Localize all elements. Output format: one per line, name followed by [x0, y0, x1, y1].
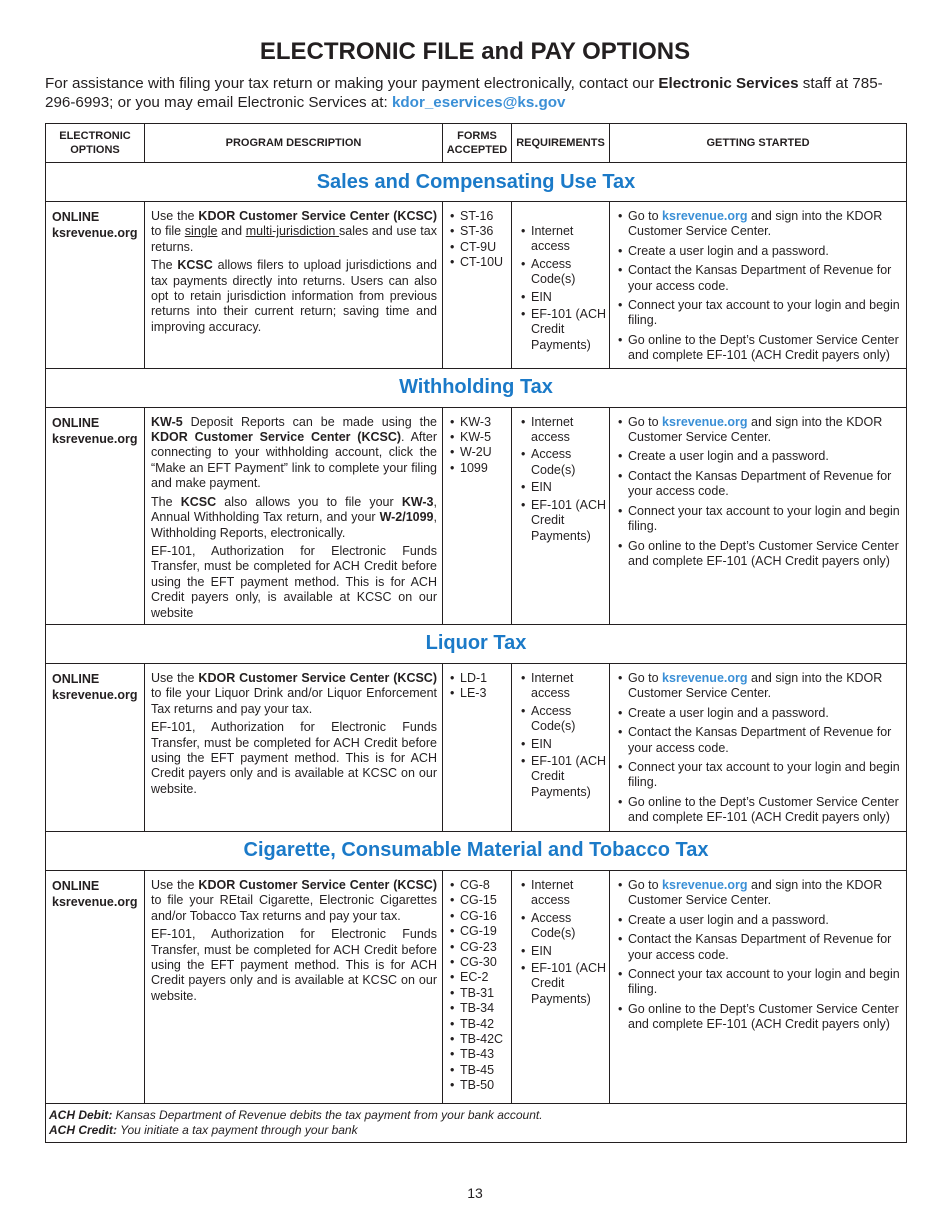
list-item: • Internet access	[520, 671, 609, 702]
header-getting-started: GETTING STARTED	[610, 124, 907, 163]
getting-started-cell	[610, 202, 907, 369]
list-item: • Go online to the Dept’s Customer Service Center and complete EF-101 (ACH Credit payers only)	[617, 1002, 902, 1033]
list-item: • Connect your tax account to your login and begin filing.	[617, 504, 902, 535]
list-item: • EIN	[520, 944, 609, 959]
footnote: ACH Debit: Kansas Department of Revenue debits the tax payment from your bank account. ACH Credit: You initiate a tax payment through your bank	[46, 1103, 907, 1142]
section-title: Liquor Tax	[425, 632, 527, 655]
option-cell: ONLINE ksrevenue.org	[46, 663, 145, 831]
section-header-liquor	[46, 624, 907, 663]
getting-started-cell	[610, 407, 907, 624]
forms-cell	[443, 870, 512, 1103]
list-item: • EIN	[520, 290, 609, 305]
list-item: • Internet access	[520, 878, 609, 909]
forms-cell	[443, 663, 512, 831]
list-item: • Contact the Kansas Department of Revenue for your access code.	[617, 469, 902, 500]
section-header-cigarette	[46, 831, 907, 870]
section-title: Sales and Compensating Use Tax	[316, 170, 636, 193]
requirements-cell	[512, 663, 610, 831]
section-title: Withholding Tax	[399, 376, 553, 399]
table-row	[46, 870, 907, 1103]
list-item: • LE-3	[449, 686, 511, 701]
header-options: ELECTRONIC OPTIONS	[46, 124, 145, 163]
list-item: • TB-50	[449, 1078, 511, 1093]
list-item: • TB-42C	[449, 1032, 511, 1047]
list-item: • CG-16	[449, 909, 511, 924]
requirements-cell	[512, 870, 610, 1103]
option-cell: ONLINE ksrevenue.org	[46, 870, 145, 1103]
header-description: PROGRAM DESCRIPTION	[145, 124, 443, 163]
list-item: • CG-15	[449, 893, 511, 908]
list-item: • EIN	[520, 480, 609, 495]
requirements-cell	[512, 202, 610, 369]
header-forms: FORMS ACCEPTED	[443, 124, 512, 163]
list-item: • Go online to the Dept’s Customer Service Center and complete EF-101 (ACH Credit payers only)	[617, 333, 902, 364]
description-cell: Use the KDOR Customer Service Center (KCSC) to file your REtail Cigarette, Electronic Cigarettes and/or Tobacco Tax returns and pay your tax. EF-101, Authorization for Electronic Funds Transfer, must be completed for ACH Credit before using the EFT payment method. This is for ACH Credit payers only and is available at KCSC on our website.	[145, 870, 443, 1103]
list-item: • CT-9U	[449, 240, 511, 255]
table-row	[46, 407, 907, 624]
list-item: • Go to ksrevenue.org and sign into the KDOR Customer Service Center.	[617, 209, 902, 240]
getting-started-cell	[610, 663, 907, 831]
list-item: • CG-19	[449, 924, 511, 939]
list-item: • Go online to the Dept’s Customer Service Center and complete EF-101 (ACH Credit payers only)	[617, 539, 902, 570]
list-item: • Go to ksrevenue.org and sign into the KDOR Customer Service Center.	[617, 878, 902, 909]
list-item: • Connect your tax account to your login and begin filing.	[617, 760, 902, 791]
list-item: • Go to ksrevenue.org and sign into the KDOR Customer Service Center.	[617, 671, 902, 702]
description-cell: KW-5 Deposit Reports can be made using the KDOR Customer Service Center (KCSC). After connecting to your withholding account, click the “Make an EFT Payment” link to complete your filing and make payment. The KCSC also allows you to file your KW-3, Annual Withholding Tax return, and your W-2/1099, Withholding Reports, electronically. EF-101, Authorization for Electronic Funds Transfer, must be completed for ACH Credit before using the EFT payment method. This is for ACH Credit payers only, is available at KCSC on our website	[145, 407, 443, 624]
list-item: • Access Code(s)	[520, 911, 609, 942]
option-cell: ONLINE ksrevenue.org	[46, 202, 145, 369]
list-item: • TB-45	[449, 1063, 511, 1078]
list-item: • KW-3	[449, 415, 511, 430]
list-item: • Contact the Kansas Department of Revenue for your access code.	[617, 263, 902, 294]
section-header-sales	[46, 163, 907, 202]
header-requirements: REQUIREMENTS	[512, 124, 610, 163]
ksrevenue-link[interactable]: ksrevenue.org	[662, 670, 748, 685]
list-item: • Connect your tax account to your login and begin filing.	[617, 298, 902, 329]
section-title: Cigarette, Consumable Material and Tobacco Tax	[243, 839, 709, 862]
section-header-withholding	[46, 368, 907, 407]
email-link[interactable]: kdor_eservices@ks.gov	[391, 94, 566, 111]
list-item: • TB-34	[449, 1001, 511, 1016]
list-item: • EC-2	[449, 970, 511, 985]
ksrevenue-link[interactable]: ksrevenue.org	[662, 877, 748, 892]
list-item: • EIN	[520, 737, 609, 752]
footnote-row	[46, 1103, 907, 1142]
list-item: • Create a user login and a password.	[617, 449, 902, 464]
list-item: • ST-16	[449, 209, 511, 224]
list-item: • Contact the Kansas Department of Revenue for your access code.	[617, 725, 902, 756]
list-item: • EF-101 (ACH Credit Payments)	[520, 307, 609, 353]
list-item: • Internet access	[520, 224, 609, 255]
list-item: • Internet access	[520, 415, 609, 446]
table-row	[46, 202, 907, 369]
list-item: • Go online to the Dept’s Customer Service Center and complete EF-101 (ACH Credit payers only)	[617, 795, 902, 826]
list-item: • EF-101 (ACH Credit Payments)	[520, 498, 609, 544]
table-row	[46, 663, 907, 831]
list-item: • Create a user login and a password.	[617, 244, 902, 259]
list-item: • Access Code(s)	[520, 447, 609, 478]
intro-paragraph: For assistance with filing your tax return or making your payment electronically, contact our Electronic Services staff at 785-296-6993; or you may email Electronic Services at: kdor_eservices@ks.gov	[45, 75, 883, 111]
list-item: • ST-36	[449, 224, 511, 239]
list-item: • EF-101 (ACH Credit Payments)	[520, 754, 609, 800]
list-item: • CG-30	[449, 955, 511, 970]
list-item: • TB-42	[449, 1017, 511, 1032]
list-item: • CT-10U	[449, 255, 511, 270]
list-item: • W-2U	[449, 445, 511, 460]
list-item: • 1099	[449, 461, 511, 476]
list-item: • TB-43	[449, 1047, 511, 1062]
option-cell: ONLINE ksrevenue.org	[46, 407, 145, 624]
list-item: • Create a user login and a password.	[617, 913, 902, 928]
page-number: 13	[467, 1185, 483, 1201]
list-item: • Connect your tax account to your login and begin filing.	[617, 967, 902, 998]
list-item: • CG-8	[449, 878, 511, 893]
getting-started-cell	[610, 870, 907, 1103]
list-item: • Access Code(s)	[520, 257, 609, 288]
forms-cell	[443, 202, 512, 369]
list-item: • LD-1	[449, 671, 511, 686]
list-item: • Contact the Kansas Department of Revenue for your access code.	[617, 932, 902, 963]
list-item: • Access Code(s)	[520, 704, 609, 735]
requirements-cell	[512, 407, 610, 624]
description-cell: Use the KDOR Customer Service Center (KCSC) to file your Liquor Drink and/or Liquor Enforcement Tax returns and pay your tax. EF-101, Authorization for Electronic Funds Transfer, must be completed for ACH Credit before using the EFT payment method. This is for ACH Credit payers only and is available at KCSC on our website.	[145, 663, 443, 831]
description-cell: Use the KDOR Customer Service Center (KCSC) to file single and multi-jurisdiction sales and use tax returns. The KCSC allows filers to upload jurisdictions and tax payments directly into returns. Users can also opt to retain jurisdiction information from previous returns into their current return; saving time and improving accuracy.	[145, 202, 443, 369]
list-item: • KW-5	[449, 430, 511, 445]
table-header-row	[46, 124, 907, 163]
list-item: • EF-101 (ACH Credit Payments)	[520, 961, 609, 1007]
list-item: • Create a user login and a password.	[617, 706, 902, 721]
list-item: • Go to ksrevenue.org and sign into the KDOR Customer Service Center.	[617, 415, 902, 446]
list-item: • TB-31	[449, 986, 511, 1001]
ksrevenue-link[interactable]: ksrevenue.org	[662, 414, 748, 429]
options-table	[45, 123, 907, 1143]
ksrevenue-link[interactable]: ksrevenue.org	[662, 209, 748, 223]
list-item: • CG-23	[449, 940, 511, 955]
forms-cell	[443, 407, 512, 624]
page-title: ELECTRONIC FILE and PAY OPTIONS	[259, 38, 691, 65]
